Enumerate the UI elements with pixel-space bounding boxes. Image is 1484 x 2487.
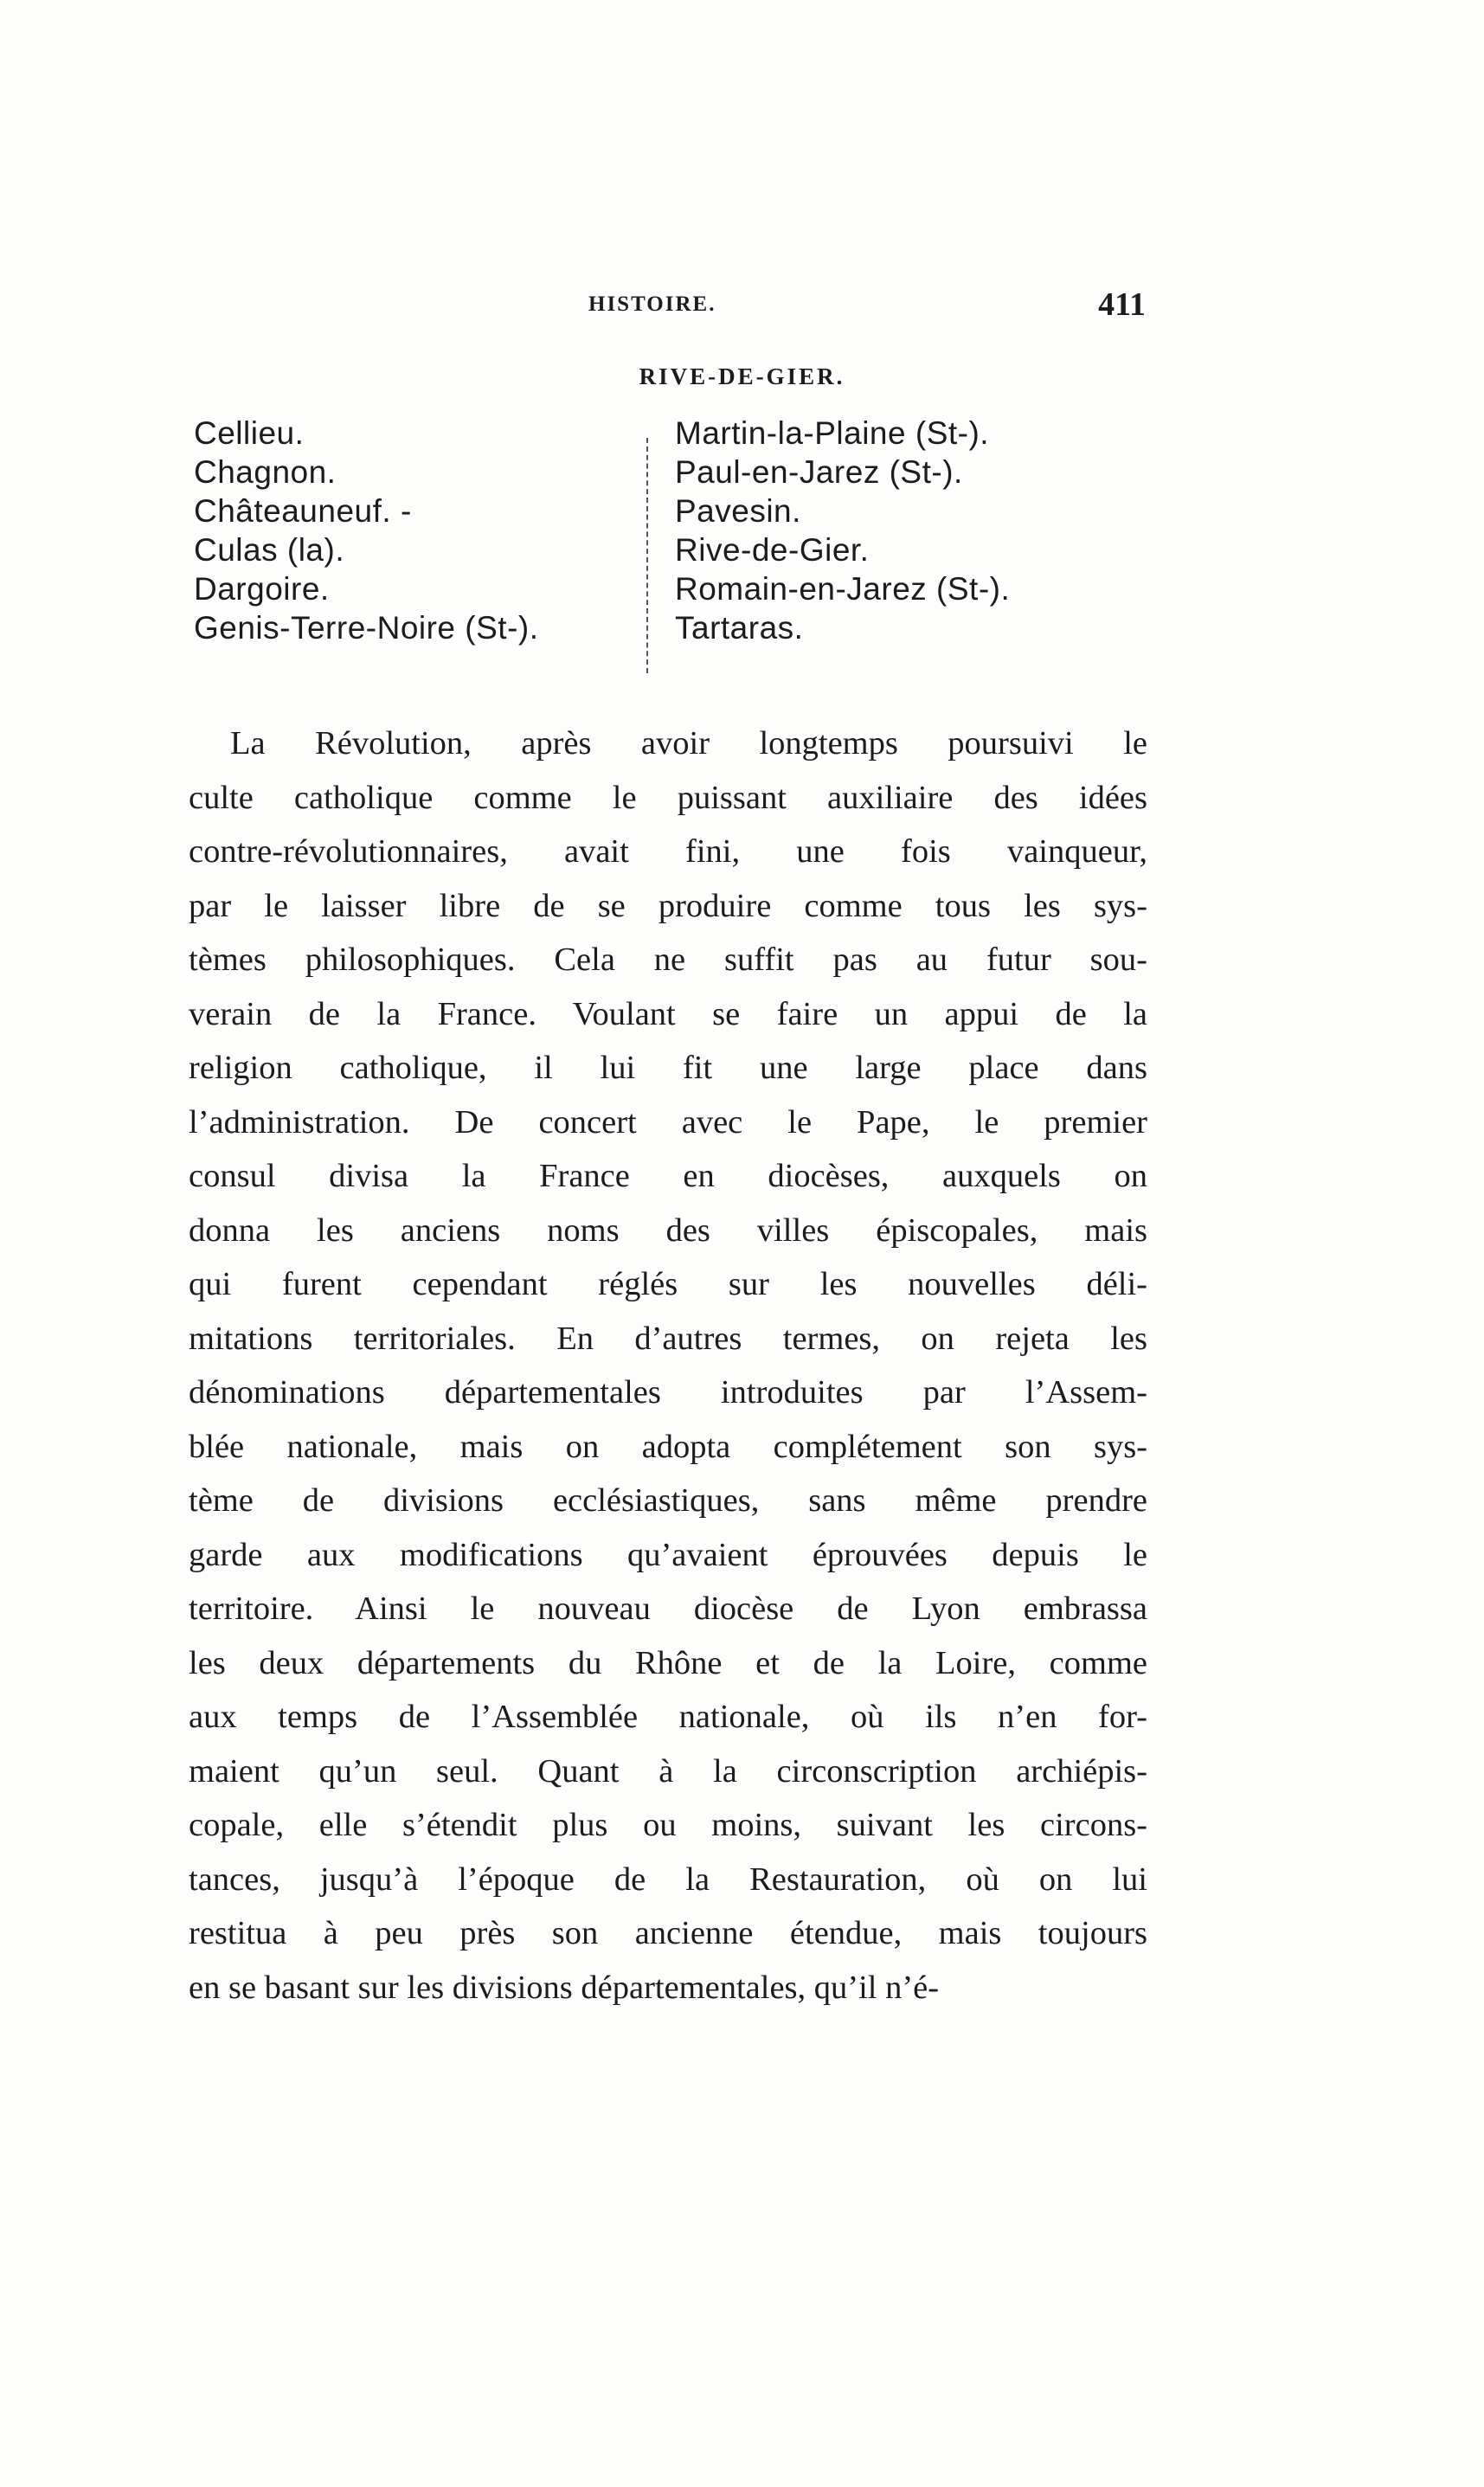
commune-column-left xyxy=(194,414,539,647)
text-line: garde aux modifications qu’avaient éprouvées depuis le xyxy=(189,1536,1147,1573)
commune-item: Paul-en-Jarez (St-). xyxy=(675,454,963,490)
text-line: tèmes philosophiques. Cela ne suffit pas au futur sou- xyxy=(189,941,1147,978)
commune-item: Chagnon. xyxy=(194,454,337,490)
text-line: l’administration. De concert avec le Pape, le premier xyxy=(189,1103,1147,1141)
text-line: verain de la France. Voulant se faire un appui de la xyxy=(189,995,1147,1032)
text-line: maient qu’un seul. Quant à la circonscription archiépis- xyxy=(189,1752,1147,1790)
text-line: tances, jusqu’à l’époque de la Restauration, où on lui xyxy=(189,1860,1147,1898)
page-number: 411 xyxy=(1098,286,1146,323)
text-line: aux temps de l’Assemblée nationale, où ils n’en for- xyxy=(189,1699,1147,1735)
commune-item: Culas (la). xyxy=(194,532,345,568)
text-line: qui furent cependant réglés sur les nouvelles déli- xyxy=(189,1266,1147,1302)
section-heading: RIVE-DE-GIER. xyxy=(639,363,845,389)
body-paragraph xyxy=(189,717,1147,2015)
column-divider xyxy=(646,438,648,673)
text-line: dénominations départementales introduites par l’Assem- xyxy=(189,1374,1147,1411)
text-line: donna les anciens noms des villes épiscopales, mais xyxy=(189,1211,1147,1249)
commune-item: Châteauneuf. - xyxy=(194,493,412,529)
text-line: consul divisa la France en diocèses, auxquels on xyxy=(189,1158,1147,1194)
text-line: tème de divisions ecclésiastiques, sans même prendre xyxy=(189,1482,1147,1519)
running-head xyxy=(190,286,1146,336)
text-line: les deux départements du Rhône et de la Loire, comme xyxy=(189,1644,1147,1681)
text-line: en se basant sur les divisions départementales, qu’il n’é- xyxy=(189,1969,940,2006)
commune-item: Pavesin. xyxy=(675,493,801,529)
commune-item: Romain-en-Jarez (St-). xyxy=(675,571,1011,607)
commune-item: Tartaras. xyxy=(675,610,804,646)
commune-item: Dargoire. xyxy=(194,571,330,607)
commune-list xyxy=(190,414,1146,691)
commune-item: Martin-la-Plaine (St-). xyxy=(675,415,990,451)
text-line: territoire. Ainsi le nouveau diocèse de Lyon embrassa xyxy=(189,1591,1147,1627)
commune-item: Rive-de-Gier. xyxy=(675,532,870,568)
text-line: religion catholique, il lui fit une large place dans xyxy=(189,1050,1147,1086)
running-title: HISTOIRE. xyxy=(588,292,716,316)
text-line: par le laisser libre de se produire comme tous les sys- xyxy=(189,887,1147,924)
text-line: copale, elle s’étendit plus ou moins, suivant les circons- xyxy=(189,1807,1147,1843)
text-line: mitations territoriales. En d’autres termes, on rejeta les xyxy=(189,1320,1147,1357)
commune-column-right xyxy=(675,414,1010,647)
text-line: culte catholique comme le puissant auxiliaire des idées xyxy=(189,779,1147,816)
commune-item: Cellieu. xyxy=(194,415,305,451)
commune-item: Genis-Terre-Noire (St-). xyxy=(194,610,539,646)
text-line: La Révolution, après avoir longtemps poursuivi le xyxy=(230,725,1147,762)
text-line: blée nationale, mais on adopta complétement son sys- xyxy=(189,1428,1147,1465)
text-line: contre-révolutionnaires, avait fini, une fois vainqueur, xyxy=(189,833,1147,870)
text-line: restitua à peu près son ancienne étendue, mais toujours xyxy=(189,1915,1147,1951)
